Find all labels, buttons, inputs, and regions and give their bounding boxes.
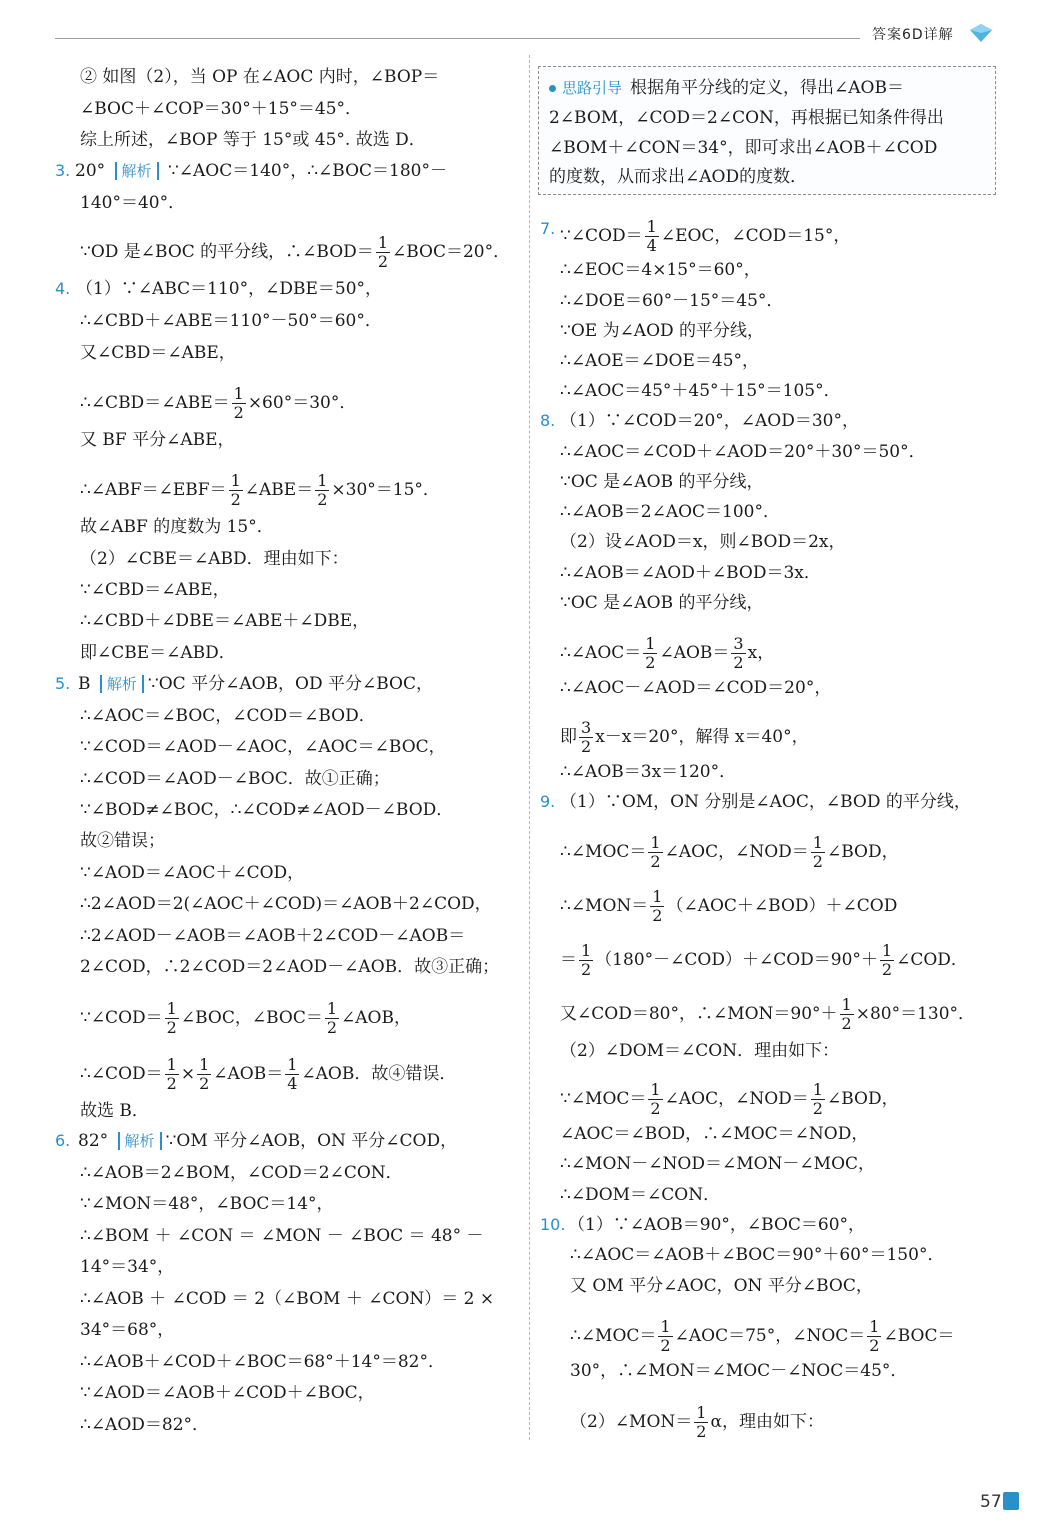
q10-line3: 又 OM 平分∠AOC，ON 平分∠BOC， (570, 1276, 873, 1296)
q7-line5: ∴∠AOE＝∠DOE＝45°， (560, 351, 760, 371)
q4-line1: （1）∵∠ABC＝110°，∠DBE＝50°， (76, 279, 383, 299)
q6-line9: ∵∠AOD＝∠AOB＋∠COD＋∠BOC， (80, 1383, 375, 1403)
hint-line3: ∠BOM＋∠CON＝34°，即可求出∠AOB＋∠COD (549, 138, 938, 158)
q3-text3b: ∠BOC＝20°． (392, 242, 511, 262)
q8-line9: ∴∠AOC－∠AOD＝∠COD＝20°， (560, 678, 832, 698)
question-number-7: 7. (540, 219, 556, 238)
q7-line3: ∴∠DOE＝60°－15°＝45°． (560, 291, 784, 311)
q9-line5: 又∠COD＝80°，∴∠MON＝90°＋ $\frac{1}{2}$ ×80°＝130°． (560, 995, 976, 1033)
q4-line9: ∵∠CBD＝∠ABE， (80, 580, 230, 600)
q4-line3: 又∠CBD＝∠ABE， (80, 343, 236, 363)
q7-line4: ∵OE 为∠AOD 的平分线， (560, 321, 765, 341)
fraction: $\frac{1}{4}$ (646, 217, 657, 255)
fraction: $\frac{1}{2}$ (869, 1317, 880, 1355)
q9-line7: ∵∠MOC＝ $\frac{1}{2}$ ∠AOC，∠NOD＝ $\frac{1}{2}$ ∠BOD， (560, 1080, 899, 1118)
q8-line6: ∴∠AOB＝∠AOD＋∠BOD＝3x． (560, 563, 821, 583)
q8-line11: ∴∠AOB＝3x＝120°． (560, 762, 737, 782)
fraction: $\frac{1}{2}$ (812, 833, 823, 871)
question-number-4: 4. (55, 279, 71, 298)
question-number-5: 5. (55, 674, 71, 693)
left-p1: ② 如图（2），当 OP 在∠AOC 内时，∠BOP＝ (80, 67, 440, 87)
q8-line2: ∴∠AOC＝∠COD＋∠AOD＝20°＋30°＝50°． (560, 442, 926, 462)
fraction: $\frac{1}{2}$ (233, 384, 244, 422)
q9-line2: ∴∠MOC＝ $\frac{1}{2}$ ∠AOC，∠NOD＝ $\frac{1}{2}$ ∠BOD， (560, 833, 899, 871)
hint-line4: 的度数，从而求出∠AOD的度数． (549, 167, 808, 187)
q5-line4: ∴∠COD＝∠AOD－∠BOC．故①正确； (80, 769, 390, 789)
q6-answer: 82° (78, 1131, 109, 1151)
fraction: $\frac{1}{2}$ (650, 1080, 661, 1118)
q4-line11: 即∠CBE＝∠ABD． (80, 643, 236, 663)
q8-line3: ∵OC 是∠AOB 的平分线， (560, 472, 764, 492)
fraction: $\frac{1}{2}$ (841, 995, 852, 1033)
q4-line8: （2）∠CBE＝∠ABD．理由如下： (80, 549, 349, 569)
fraction: $\frac{1}{2}$ (166, 1055, 177, 1093)
q6-line5: 14°＝34°， (80, 1257, 175, 1277)
q6-line8: ∴∠AOB＋∠COD＋∠BOC＝68°＋14°＝82°． (80, 1352, 445, 1372)
q9-line9: ∴∠MON－∠NOD＝∠MON－∠MOC， (560, 1154, 876, 1174)
q6-line3: ∵∠MON＝48°，∠BOC＝14°， (80, 1194, 334, 1214)
q10-line4: ∴∠MOC＝ $\frac{1}{2}$ ∠AOC＝75°，∠NOC＝ $\frac{1}{2}$ ∠BOC＝ (570, 1317, 955, 1355)
q5-line9: ∴2∠AOD－∠AOB＝∠AOB＋2∠COD－∠AOB＝ (80, 926, 466, 946)
fraction: $\frac{1}{2}$ (650, 833, 661, 871)
header-rule (55, 38, 860, 39)
q4-line2: ∴∠CBD＋∠ABE＝110°－50°＝60°． (80, 311, 382, 331)
q6-line1: 82° 解析 ∵OM 平分∠AOB，ON 平分∠COD， (78, 1131, 458, 1151)
q8-line8: ∴∠AOC＝ $\frac{1}{2}$ ∠AOB＝ $\frac{3}{2}$ x， (560, 634, 775, 672)
q6-line7: 34°＝68°， (80, 1320, 175, 1340)
q9-line1: （1）∵OM，ON 分别是∠AOC，∠BOD 的平分线， (560, 792, 971, 812)
question-number-10: 10. (540, 1215, 566, 1234)
q8-line7: ∵OC 是∠AOB 的平分线， (560, 593, 764, 613)
q8-line4: ∴∠AOB＝2∠AOC＝100°． (560, 502, 780, 522)
left-p2: ∠BOC＋∠COP＝30°＋15°＝45°． (80, 99, 363, 119)
q5-line3: ∵∠COD＝∠AOD－∠AOC，∠AOC＝∠BOC， (80, 737, 446, 757)
q5-line6: 故②错误； (80, 831, 165, 851)
question-number-6: 6. (55, 1131, 71, 1150)
column-divider (529, 55, 530, 1440)
q5-line12: ∴∠COD＝ $\frac{1}{2}$ × $\frac{1}{2}$ ∠AOB＝ $\frac{1}{4}$ ∠AOB．故④错误． (80, 1055, 457, 1093)
q6-line6: ∴∠AOB ＋ ∠COD ＝ 2（∠BOM ＋ ∠CON）＝ 2 × (80, 1289, 495, 1309)
q4-line4: ∴∠CBD＝∠ABE＝ $\frac{1}{2}$ ×60°＝30°． (80, 384, 357, 422)
fraction: $\frac{1}{2}$ (377, 233, 388, 271)
q5-line5: ∵∠BOD≠∠BOC，∴∠COD≠∠AOD－∠BOD． (80, 800, 454, 820)
q6-line2: ∴∠AOB＝2∠BOM，∠COD＝2∠CON． (80, 1163, 403, 1183)
analysis-tag: 解析 (118, 1132, 162, 1150)
q7-line6: ∴∠AOC＝45°＋45°＋15°＝105°． (560, 381, 841, 401)
q8-line1: （1）∵∠COD＝20°，∠AOD＝30°， (560, 411, 859, 431)
hint-line1: 思路引导 根据角平分线的定义，得出∠AOB＝ (549, 77, 904, 99)
left-p3: 综上所述，∠BOP 等于 15°或 45°. 故选 D． (80, 130, 426, 150)
q4-line6: ∴∠ABF＝∠EBF＝ $\frac{1}{2}$ ∠ABE＝ $\frac{1}{2}$ ×30°＝15°． (80, 471, 440, 509)
fraction: $\frac{1}{2}$ (166, 999, 177, 1037)
hint-line2: 2∠BOM，∠COD＝2∠CON，再根据已知条件得出 (549, 108, 944, 128)
q5-answer: B (78, 674, 91, 694)
q4-line10: ∴∠CBD＋∠DBE＝∠ABE＋∠DBE， (80, 611, 370, 631)
hint-tag: 思路引导 (549, 77, 622, 99)
q5-line1: B 解析 ∵OC 平分∠AOB，OD 平分∠BOC， (78, 674, 434, 694)
fraction: $\frac{1}{4}$ (287, 1055, 298, 1093)
q6-line10: ∴∠AOD＝82°． (80, 1415, 210, 1435)
q10-line5: 30°，∴∠MON＝∠MOC－∠NOC＝45°． (570, 1361, 908, 1381)
q3-text1: ∵∠AOC＝140°，∴∠BOC＝180°－ (167, 161, 447, 181)
fraction: $\frac{1}{2}$ (199, 1055, 210, 1093)
page-number: 57 (980, 1492, 1002, 1512)
q9-line3: ∴∠MON＝ $\frac{1}{2}$ （∠AOC＋∠BOD）＋∠COD (560, 887, 898, 925)
fraction: $\frac{1}{2}$ (230, 471, 241, 509)
q9-line4: ＝ $\frac{1}{2}$ （180°－∠COD）＋∠COD＝90°＋ $\frac{1}{2}$ ∠COD． (560, 941, 968, 979)
fraction: $\frac{1}{2}$ (881, 941, 893, 979)
q7-line1: ∵∠COD＝ $\frac{1}{4}$ ∠EOC，∠COD＝15°， (560, 217, 851, 255)
q5-line11: ∵∠COD＝ $\frac{1}{2}$ ∠BOC，∠BOC＝ $\frac{1}{2}$ ∠AOB， (80, 999, 411, 1037)
q6-line4: ∴∠BOM ＋ ∠CON ＝ ∠MON － ∠BOC ＝ 48° － (80, 1226, 484, 1246)
q7-line2: ∴∠EOC＝4×15°＝60°， (560, 260, 761, 280)
q9-line10: ∴∠DOM＝∠CON． (560, 1185, 721, 1205)
analysis-tag: 解析 (115, 162, 159, 180)
q8-line10: 即 $\frac{3}{2}$ x－x＝20°，解得 x＝40°， (560, 718, 809, 756)
question-number-9: 9. (540, 792, 556, 811)
q5-line2: ∴∠AOC＝∠BOC，∠COD＝∠BOD． (80, 706, 376, 726)
q5-line13: 故选 B． (80, 1101, 149, 1121)
question-number-8: 8. (540, 411, 556, 430)
q4-line7: 故∠ABF 的度数为 15°． (80, 517, 274, 537)
fraction: $\frac{1}{2}$ (581, 941, 592, 979)
hint-box (538, 66, 996, 195)
fraction: $\frac{3}{2}$ (733, 634, 744, 672)
q3-text3a: ∵OD 是∠BOC 的平分线，∴∠BOD＝ (80, 242, 374, 262)
q9-line8: ∠AOC＝∠BOD，∴∠MOC＝∠NOD， (560, 1124, 869, 1144)
q10-line2: ∴∠AOC＝∠AOB＋∠BOC＝90°＋60°＝150°． (570, 1245, 945, 1265)
bullet-icon (549, 85, 556, 92)
fraction: $\frac{1}{2}$ (660, 1317, 671, 1355)
fraction: $\frac{1}{2}$ (317, 471, 328, 509)
fraction: $\frac{1}{2}$ (326, 999, 338, 1037)
q5-line7: ∵∠AOD＝∠AOC＋∠COD， (80, 863, 305, 883)
analysis-tag: 解析 (100, 675, 144, 693)
q4-line5: 又 BF 平分∠ABE， (80, 430, 235, 450)
q8-line5: （2）设∠AOD＝x，则∠BOD＝2x， (560, 532, 846, 552)
q9-line6: （2）∠DOM＝∠CON．理由如下： (560, 1041, 840, 1061)
page-marker-icon (1003, 1492, 1019, 1510)
header-label: 答案6D详解 (872, 27, 954, 43)
fraction: $\frac{3}{2}$ (581, 718, 592, 756)
q10-line6: （2）∠MON＝ $\frac{1}{2}$ α，理由如下： (570, 1403, 824, 1441)
q5-line8: ∴2∠AOD＝2(∠AOC＋∠COD)＝∠AOB＋2∠COD， (80, 894, 492, 914)
gem-icon (968, 22, 994, 44)
q3-answer: 20° (75, 161, 106, 181)
fraction: $\frac{1}{2}$ (812, 1080, 823, 1118)
q3-line3 (80, 233, 511, 271)
q10-line1: （1）∵∠AOB＝90°，∠BOC＝60°， (568, 1215, 866, 1235)
q3-line1 (75, 160, 447, 182)
question-number-3: 3. (55, 161, 71, 180)
fraction: $\frac{1}{2}$ (645, 634, 656, 672)
q3-line2: 140°＝40°． (80, 193, 186, 213)
q5-line10: 2∠COD，∴2∠COD＝2∠AOD－∠AOB．故③正确； (80, 957, 500, 977)
fraction: $\frac{1}{2}$ (696, 1403, 707, 1441)
fraction: $\frac{1}{2}$ (652, 887, 663, 925)
